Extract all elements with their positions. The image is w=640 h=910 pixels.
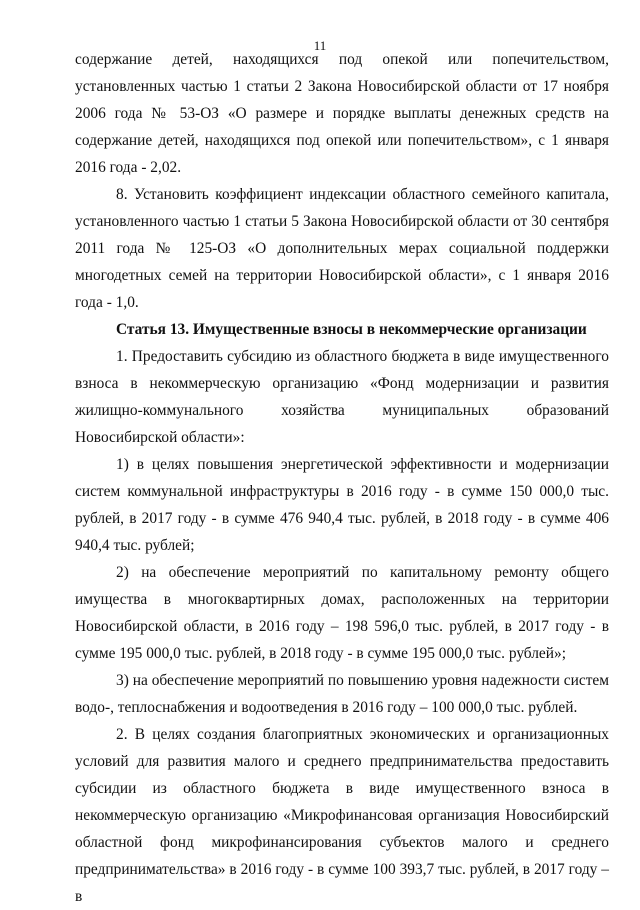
document-body [75, 46, 609, 910]
paragraph-article-13-item-2: 2. В целях создания благоприятных экономических и организационных условий для развития малого и среднего предпринимательства предоставить субсидии из областного бюджета в виде имущественного взноса в некоммерческую организацию «Микрофинансовая организация Новосибирский областной фонд микрофинансирования субъектов малого и среднего предпринимательства» в 2016 году - в сумме 100 393,7 тыс. рублей, в 2017 году – в [75, 726, 609, 905]
paragraph-article-13-item-1: 1. Предоставить субсидию из областного бюджета в виде имущественного взноса в некоммерческую организацию «Фонд модернизации и развития жилищно-коммунального хозяйства муниципальных образований Новосибирской области»: [75, 348, 609, 446]
paragraph-item-8: 8. Установить коэффициент индексации областного семейного капитала, установленного частью 1 статьи 5 Закона Новосибирской области от 30 сентября 2011 года № 125-ОЗ «О дополнительных мерах социальной поддержки многодетных семей на территории Новосибирской области», с 1 января 2016 года - 1,0. [75, 186, 609, 311]
page-number: 11 [313, 38, 327, 53]
article-13-heading: Статья 13. Имущественные взносы в некоммерческие организации [116, 321, 587, 338]
paragraph-continuation: содержание детей, находящихся под опекой или попечительством, установленных частью 1 статьи 2 Закона Новосибирской области от 17 ноября 2006 года № 53-ОЗ «О размере и порядке выплаты денежных средств на содержание детей, находящихся под опекой или попечительством», с 1 января 2016 года - 2,02. [75, 51, 609, 176]
paragraph-subitem-1: 1) в целях повышения энергетической эффективности и модернизации систем коммунальной инфраструктуры в 2016 году - в сумме 150 000,0 тыс. рублей, в 2017 году - в сумме 476 940,4 тыс. рублей, в 2018 году - в сумме 406 940,4 тыс. рублей; [75, 456, 609, 554]
paragraph-subitem-2: 2) на обеспечение мероприятий по капитальному ремонту общего имущества в многоквартирных домах, расположенных на территории Новосибирской области, в 2016 году – 198 596,0 тыс. рублей, в 2017 году - в сумме 195 000,0 тыс. рублей, в 2018 году - в сумме 195 000,0 тыс. рублей»; [75, 564, 609, 662]
paragraph-subitem-3: 3) на обеспечение мероприятий по повышению уровня надежности систем водо-, теплоснабжения и водоотведения в 2016 году – 100 000,0 тыс. рублей. [75, 672, 609, 716]
